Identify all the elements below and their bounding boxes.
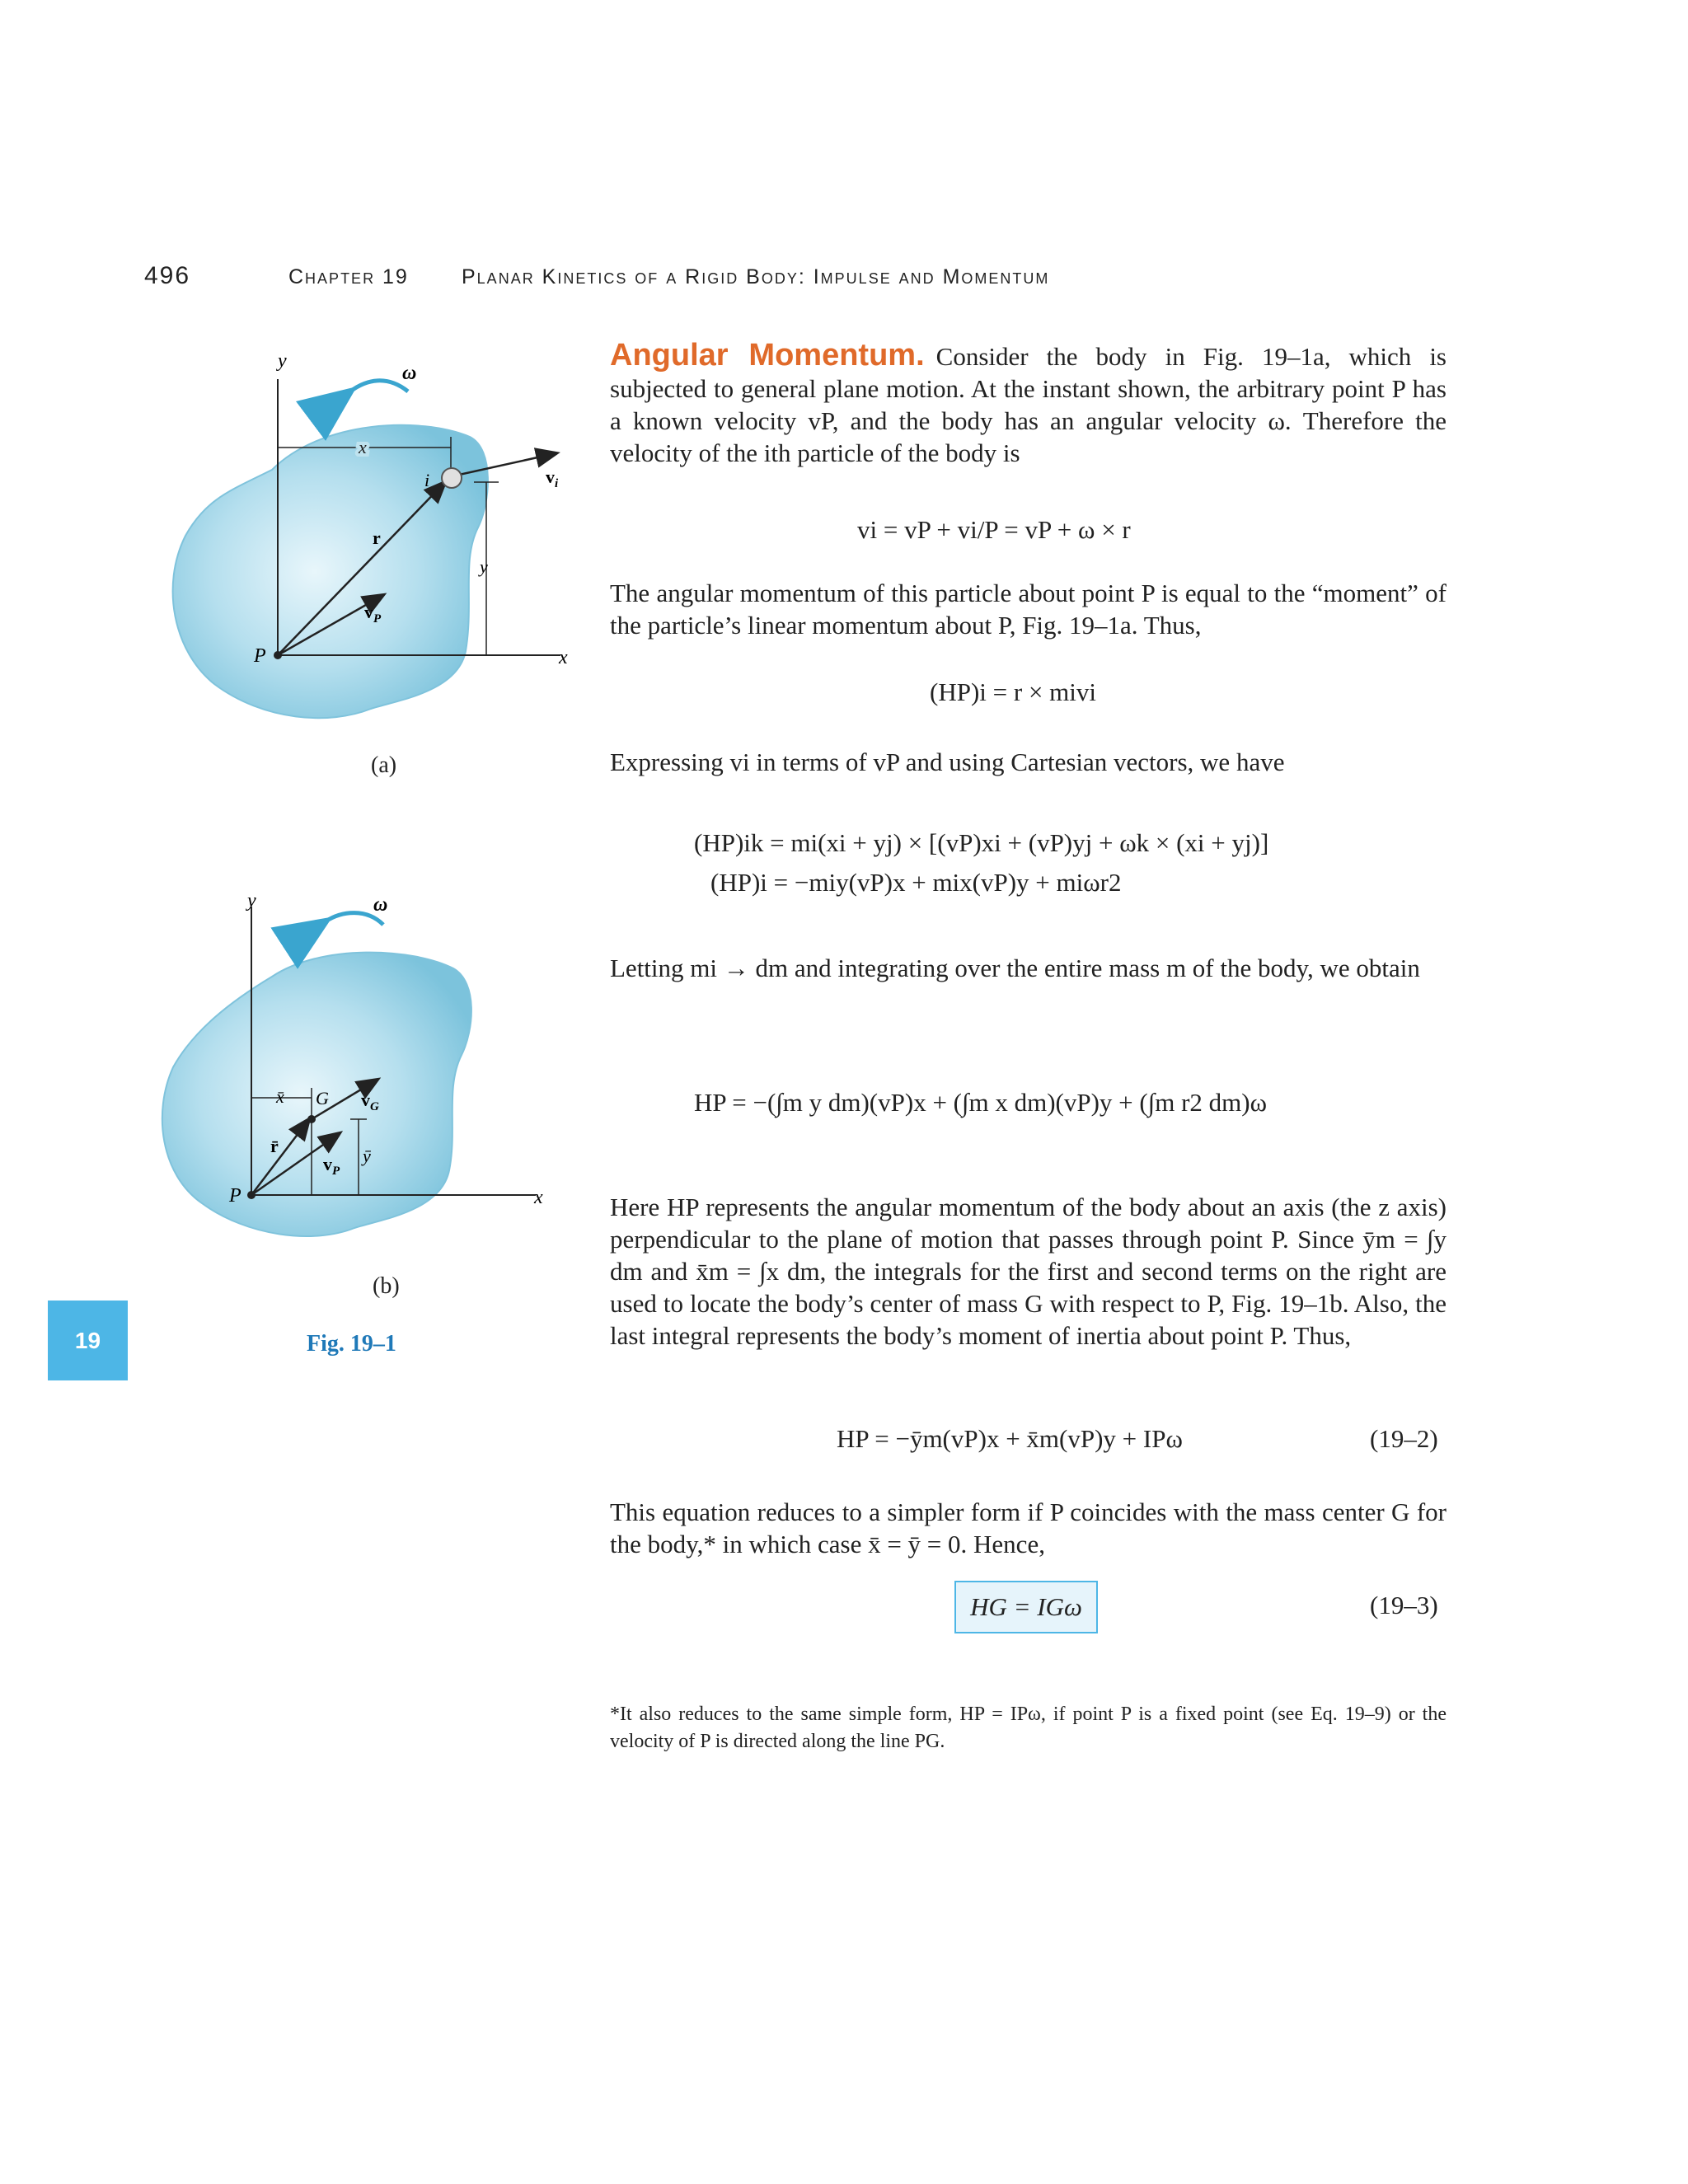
paragraph-5: Here HP represents the angular momentum of the body about an axis (the z axis) perpendicular to the plane of motion that passes through point P. Since ȳm = ∫y dm and x̄m = ∫x dm, the integrals for the first and second terms on the right are used to locate the body’s center of mass G with respect to P, Fig. 19–1b. Also, the last integral represents the body’s moment of inertia about point P. Thus, [610,1193,1447,1350]
point-g [307,1115,316,1123]
label-p-b: P [229,1185,241,1207]
equation-19-2: HP = −ȳm(vP)x + x̄m(vP)y + IPω [837,1424,1183,1453]
footnote: *It also reduces to the same simple form, HP = IPω, if point P is a fixed point (see Eq. 19–9) or the velocity of P is directed along the line PG. [610,1704,1447,1752]
chapter-tab [48,1301,128,1380]
paragraph-6: This equation reduces to a simpler form if P coincides with the mass center G for the body,* in which case x̄ = ȳ = 0. Hence, [610,1497,1447,1558]
chapter-label: Chapter 19 [288,265,409,288]
paragraph-1 [610,340,1447,469]
equation-velocity: vi = vP + vi/P = vP + ω × r [857,515,1131,544]
label-y-b: y [247,890,256,912]
equation-19-3-box [954,1581,1098,1633]
label-omega-a: ω [402,363,417,384]
point-p-a [274,651,282,659]
figure-b [140,890,602,1269]
label-vp-b: $v_P$ [323,1154,340,1178]
label-omega-b: ω [373,894,388,916]
label-vg-b: $v_G$ [361,1090,379,1113]
panel-a-label: (a) [371,752,397,778]
running-title: Planar Kinetics of a Rigid Body: Impulse and Momentum [462,265,1050,288]
section-heading: Angular Momentum. [610,338,925,373]
equation-number-19-2: (19–2) [1370,1424,1438,1453]
paragraph-4: Letting mi → dm and integrating over the entire mass m of the body, we obtain [610,954,1420,982]
label-y-side-a: y [480,556,488,577]
equation-angular-momentum-particle: (HP)i = r × mivi [930,677,1097,706]
equation-19-3: HG = IGω [970,1592,1082,1621]
label-vp-a: $v_P$ [364,602,382,626]
label-vi-a: $v_i$ [546,466,559,490]
label-x-top-a: x [359,437,367,457]
panel-b-label: (b) [373,1273,400,1299]
equation-integral: HP = −(∫m y dm)(vP)x + (∫m x dm)(vP)y + (∫m r2 dm)ω [694,1088,1268,1117]
label-r-a: r [373,527,381,548]
point-p-b [247,1191,256,1199]
equation-cartesian-2: (HP)i = −miy(vP)x + mix(vP)y + miωr2 [710,868,1122,897]
label-ybar-b: ȳ [363,1146,371,1166]
label-rbar-b: r̄ [270,1136,279,1156]
label-y-a: y [278,350,287,372]
particle-i [442,468,462,488]
paragraph-1-text: Consider the body in Fig. 19–1a, which is subjected to general plane motion. At the instant shown, the arbitrary point P has a known velocity vP, and the body has an angular velocity ω. Therefore the velocity of the ith particle of the body is [610,342,1447,467]
figure-a [148,338,610,766]
label-x-axis-b: x [534,1187,543,1208]
rigid-body-a [173,425,488,718]
equation-cartesian-1: (HP)ik = mi(xi + yj) × [(vP)xi + (vP)yj + ωk × (xi + yj)] [694,828,1269,857]
label-p-a: P [254,645,266,667]
chapter-tab-number: 19 [74,1327,101,1353]
paragraph-3: Expressing vi in terms of vP and using Cartesian vectors, we have [610,748,1285,776]
label-xbar-b: x̄ [276,1086,284,1107]
label-i-a: i [424,470,430,490]
label-x-axis-a: x [559,647,568,668]
label-g-b: G [316,1088,329,1108]
figure-caption: Fig. 19–1 [307,1331,396,1357]
equation-number-19-3: (19–3) [1370,1591,1438,1619]
paragraph-2: The angular momentum of this particle about point P is equal to the “moment” of the particle’s linear momentum about P, Fig. 19–1a. Thus, [610,579,1447,640]
page-number: 496 [144,262,191,289]
omega-arrow-a [350,381,408,391]
